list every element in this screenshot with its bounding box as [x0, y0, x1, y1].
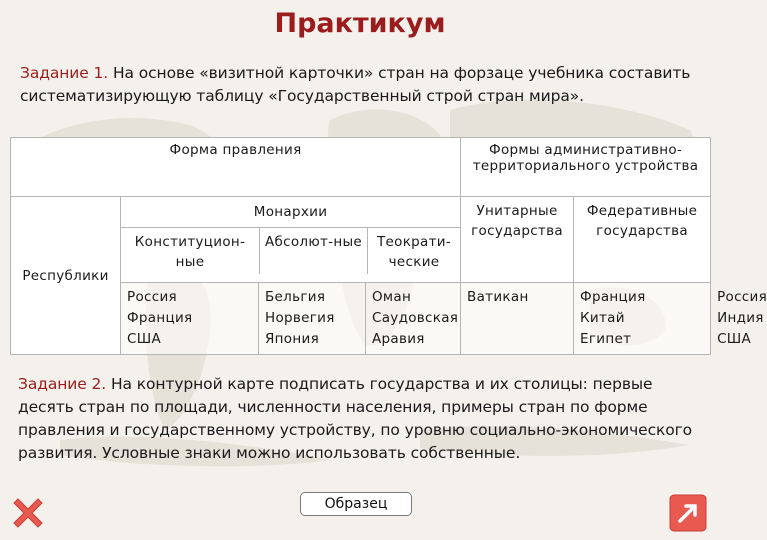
list-item: Китай — [580, 310, 625, 326]
sample-button[interactable]: Образец — [300, 492, 412, 516]
republics-list — [121, 283, 259, 355]
absolute-list — [366, 283, 461, 355]
task-2-text: На контурной карте подписать государства и их столицы: первые десять стран по площади, численности населения, примеры стран по форме правления и государственному устройству, по уровню социально-экономического развития. Условные знаки можно использовать собственные. — [18, 375, 693, 462]
task-1-text: На основе «визитной карточки» стран на форзаце учебника составить систематизирующую таблицу «Государственный строй стран мира». — [20, 64, 691, 105]
header-unitary: Унитарные государства — [461, 197, 574, 283]
header-monarchies-group — [121, 197, 461, 283]
list-item: Египет — [580, 331, 632, 347]
unitary-list — [574, 283, 711, 355]
theocratic-list — [461, 283, 574, 355]
task-2 — [18, 373, 708, 465]
header-theocratic: Теократи-ческие — [377, 234, 452, 270]
list-item: Япония — [265, 331, 319, 347]
list-item: Саудовская — [372, 310, 459, 326]
next-arrow-icon[interactable] — [668, 493, 708, 533]
list-item: Бельгия — [265, 289, 326, 305]
header-admin-forms: Формы административно-территориального устройства — [461, 138, 711, 197]
list-item: США — [127, 331, 161, 347]
list-item: Оман — [372, 289, 412, 305]
list-item: Аравия — [372, 331, 425, 347]
list-item: Норвегия — [265, 310, 335, 326]
task-1-label: Задание 1. — [20, 64, 109, 82]
header-federal: Федеративные государства — [574, 197, 711, 283]
list-item: Франция — [580, 289, 646, 305]
task-2-label: Задание 2. — [18, 375, 107, 393]
header-constitutional: Конституцион-ные — [121, 228, 260, 274]
header-republics: Республики — [11, 197, 121, 355]
list-item: Ватикан — [467, 289, 529, 305]
list-item: Россия — [127, 289, 177, 305]
task-1 — [20, 62, 710, 108]
list-item: Франция — [127, 310, 193, 326]
page-title: Практикум — [274, 8, 446, 39]
close-x-icon[interactable] — [8, 493, 48, 533]
constitutional-list — [259, 283, 366, 355]
header-monarchies: Монархии — [121, 197, 460, 228]
government-table: Форма правления Формы административно-территориального устройства Республики Монархии Конституцион-ные Абсолют-ные Теократи-ческие Унитарные государства Федеративные государства Россия Франция США Бельгия Норвегия Япония Оман Саудовская Аравия Ватикан Франция Китай Египет Россия Индия США — [10, 137, 711, 355]
header-absolute: Абсолют-ные — [260, 228, 368, 274]
header-form-of-government: Форма правления — [11, 138, 461, 197]
